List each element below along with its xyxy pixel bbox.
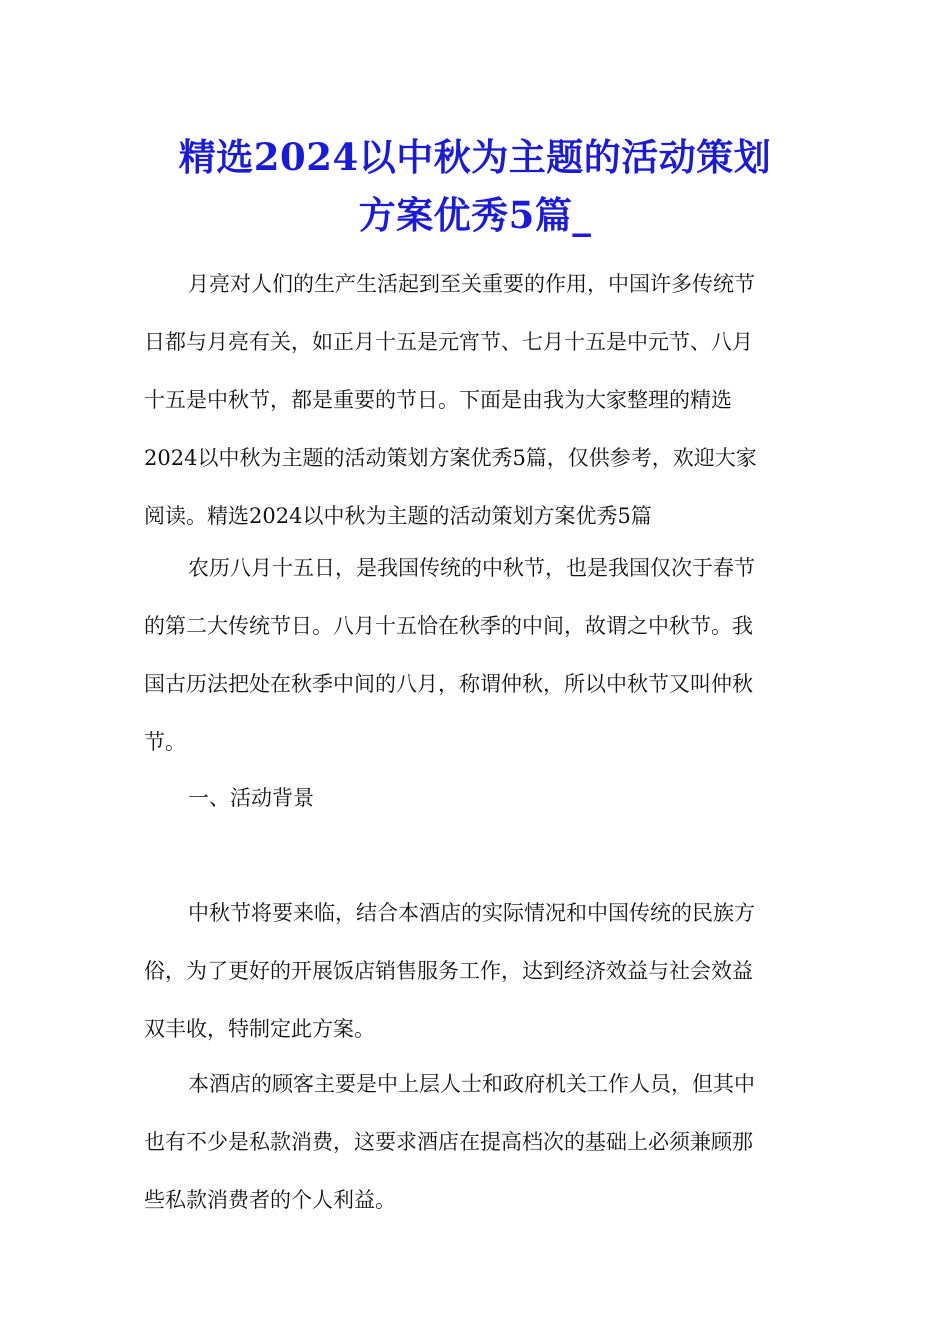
- section-heading: 一、活动背景: [188, 786, 314, 810]
- text-line: 国古历法把处在秋季中间的八月，称谓仲秋，所以中秋节又叫仲秋: [144, 672, 753, 696]
- paragraph-customers: [144, 1055, 806, 1229]
- text-line: 农历八月十五日，是我国传统的中秋节，也是我国仅次于春节: [188, 556, 755, 580]
- text-line: 2024以中秋为主题的活动策划方案优秀5篇，仅供参考，欢迎大家: [144, 446, 757, 470]
- text-line: 日都与月亮有关，如正月十五是元宵节、七月十五是中元节、八月: [144, 330, 753, 354]
- text-line: 十五是中秋节，都是重要的节日。下面是由我为大家整理的精选: [144, 388, 732, 412]
- text-line: 节。: [144, 730, 186, 754]
- text-line: 俗，为了更好的开展饭店销售服务工作，达到经济效益与社会效益: [144, 959, 753, 983]
- paragraph-activity-purpose: [144, 884, 806, 1058]
- section-heading-background: [144, 769, 806, 827]
- text-line: 些私款消费者的个人利益。: [144, 1188, 396, 1212]
- title-line-1: 精选2024以中秋为主题的活动策划: [178, 135, 772, 179]
- text-line: 的第二大传统节日。八月十五恰在秋季的中间，故谓之中秋节。我: [144, 614, 753, 638]
- text-line: 月亮对人们的生产生活起到至关重要的作用，中国许多传统节: [188, 272, 755, 296]
- text-line: 也有不少是私款消费，这要求酒店在提高档次的基础上必须兼顾那: [144, 1130, 753, 1154]
- title-line-2: 方案优秀5篇_: [358, 193, 592, 237]
- text-line: 中秋节将要来临，结合本酒店的实际情况和中国传统的民族方: [188, 901, 755, 925]
- text-line: 双丰收，特制定此方案。: [144, 1017, 375, 1041]
- paragraph-intro: [144, 255, 806, 545]
- text-line: 本酒店的顾客主要是中上层人士和政府机关工作人员，但其中: [188, 1072, 755, 1096]
- document-title: [120, 128, 830, 244]
- paragraph-mid-autumn-origin: [144, 539, 806, 771]
- text-line: 阅读。精选2024以中秋为主题的活动策划方案优秀5篇: [144, 504, 652, 528]
